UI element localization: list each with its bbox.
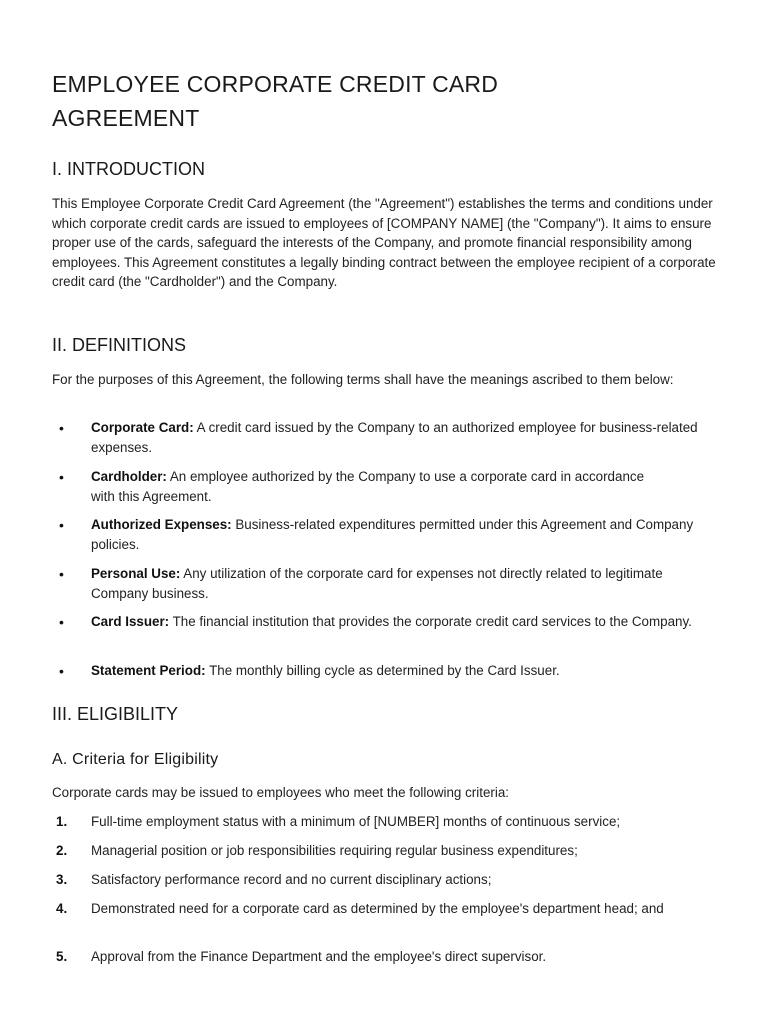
definition-term: Statement Period:	[91, 663, 206, 678]
definition-text: Any utilization of the corporate card for expenses not directly related to legitimate Company business.	[91, 566, 663, 601]
definition-item	[52, 661, 724, 681]
definition-term: Corporate Card:	[91, 420, 194, 435]
section-heading-eligibility: III. ELIGIBILITY	[52, 704, 179, 724]
criteria-list-item	[52, 947, 724, 967]
definition-term: Cardholder:	[91, 469, 167, 484]
definition-text: The monthly billing cycle as determined by the Card Issuer.	[205, 663, 560, 678]
definition-text: Business-related expenditures permitted under this Agreement and Company policies.	[91, 517, 694, 552]
bullet-icon: •	[59, 663, 64, 679]
definition-text: A credit card issued by the Company to an authorized employee for business-related expenses.	[91, 420, 698, 455]
section-heading-definitions: II. DEFINITIONS	[52, 335, 187, 355]
criteria-text: Managerial position or job responsibilities requiring regular business expenditures;	[91, 843, 578, 858]
definition-item	[52, 515, 724, 554]
definition-item	[52, 564, 724, 603]
criteria-list-item	[52, 899, 724, 919]
criteria-list-item	[52, 841, 724, 861]
criteria-text: Satisfactory performance record and no current disciplinary actions;	[91, 872, 492, 887]
introduction-paragraph: This Employee Corporate Credit Card Agreement (the "Agreement") establishes the terms and conditions under which corporate credit cards are issued to employees of [COMPANY NAME] (the "Company"). It aims to ensure proper use of the cards, safeguard the interests of the Company, and promote financial responsibility among employees. This Agreement constitutes a legally binding contract between the employee recipient of a corporate credit card (the "Cardholder") and the Company.	[52, 196, 716, 290]
eligibility-lead-paragraph: Corporate cards may be issued to employees who meet the following criteria:	[52, 785, 509, 800]
definition-item	[52, 612, 724, 632]
bullet-icon: •	[59, 566, 64, 582]
definition-text: An employee authorized by the Company to use a corporate card in accordance with this Agreement.	[91, 469, 645, 504]
list-number: 5.	[56, 949, 68, 964]
definition-term: Personal Use:	[91, 566, 181, 581]
subsection-heading-criteria: A. Criteria for Eligibility	[52, 751, 219, 768]
definition-term: Card Issuer:	[91, 614, 170, 629]
list-number: 4.	[56, 901, 68, 916]
criteria-text: Demonstrated need for a corporate card as determined by the employee's department head; and	[91, 901, 664, 916]
bullet-icon: •	[59, 469, 64, 485]
definitions-lead-paragraph: For the purposes of this Agreement, the following terms shall have the meanings ascribed to them below:	[52, 372, 674, 387]
criteria-text: Approval from the Finance Department and the employee's direct supervisor.	[91, 949, 547, 964]
definition-item	[52, 467, 724, 506]
list-number: 2.	[56, 843, 68, 858]
document-title: EMPLOYEE CORPORATE CREDIT CARD AGREEMENT	[52, 71, 499, 131]
criteria-list-item	[52, 870, 724, 890]
criteria-list-item	[52, 812, 724, 832]
bullet-icon: •	[59, 614, 64, 630]
bullet-icon: •	[59, 420, 64, 436]
list-number: 3.	[56, 872, 68, 887]
definition-item	[52, 418, 724, 457]
definition-text: The financial institution that provides the corporate credit card services to the Company.	[169, 614, 692, 629]
list-number: 1.	[56, 814, 68, 829]
definition-term: Authorized Expenses:	[91, 517, 232, 532]
criteria-text: Full-time employment status with a minimum of [NUMBER] months of continuous service;	[91, 814, 621, 829]
bullet-icon: •	[59, 517, 64, 533]
section-heading-introduction: I. INTRODUCTION	[52, 159, 205, 179]
